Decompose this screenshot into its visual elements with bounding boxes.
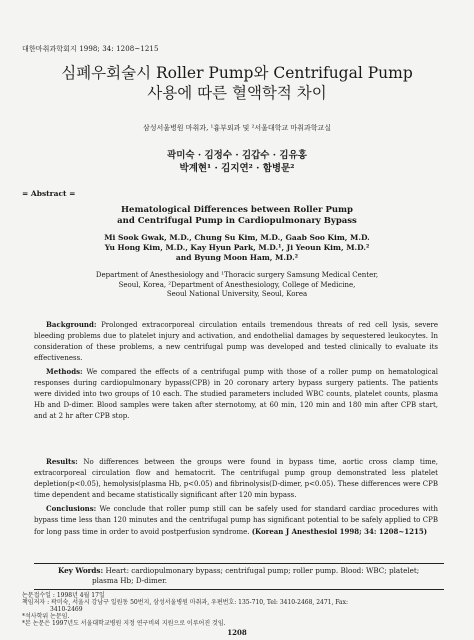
keywords-block bbox=[58, 566, 444, 586]
footnote-received: 논문접수일 : 1998년 4월 17일 bbox=[22, 592, 105, 599]
korean-authors-line-1: 곽미숙 · 김정수 · 김갑수 · 김유홍 bbox=[167, 150, 307, 161]
journal-reference: (Korean J Anesthesiol 1998; 34: 1208~1215) bbox=[251, 527, 428, 536]
keywords-label: Key Words: bbox=[58, 566, 104, 575]
abstract-background bbox=[34, 319, 438, 364]
abstract-label: = Abstract = bbox=[22, 189, 76, 198]
abstract-methods bbox=[34, 366, 438, 422]
korean-title-line-2: 사용에 따른 혈액학적 차이 bbox=[147, 84, 327, 102]
keywords-bottom-divider bbox=[34, 589, 444, 590]
korean-affiliation: 삼성서울병원 마취과, ¹흉부외과 및 ²서울대학교 마취과학교실 bbox=[142, 124, 331, 132]
keywords-top-divider bbox=[34, 563, 444, 564]
english-title-line-1: Hematological Differences between Roller Pump bbox=[121, 205, 353, 215]
english-authors-line-3: and Byung Moon Ham, M.D.² bbox=[175, 253, 299, 262]
page-number: 1208 bbox=[227, 628, 247, 637]
methods-text: We compared the effects of a centrifugal pump with those of a roller pump on hematological responses during cardiopulmonary bypass(CPB) in 20 coronary artery bypass surgery patients. The patients were divided into two groups of 10 each. The studied parameters included WBC counts, platelet counts, plasma Hb and D-dimer. Blood samples were taken after sternotomy, at 60 min, 120 min and 180 min after CPB start, and at 2 hr after CPB stop. bbox=[34, 368, 438, 420]
keywords-line-2: plasma Hb; D-dimer. bbox=[92, 576, 168, 585]
results-text: No differences between the groups were found in bypass time, aortic cross clamp time, extracorporeal circulation flow and hematocrit. The centrifugal pump group demonstrated less platelet depletion(p<0.05), hemolysis(plasma Hb, p<0.05) and fibrinolysis(D-dimer, p<0.05). These differences were CPB time dependent and became statistically significant after 120 min bypass. bbox=[34, 458, 438, 499]
english-authors-line-1: Mi Sook Gwak, M.D., Chung Su Kim, M.D., Gaab Soo Kim, M.D. bbox=[104, 233, 370, 242]
conclusions-label: Conclusions: bbox=[46, 504, 97, 513]
footnote-funding: *본 논문은 1997년도 서울대학교병원 지정 연구비의 지원으로 이루어진 것임. bbox=[22, 620, 226, 627]
abstract-conclusions bbox=[34, 503, 438, 538]
english-title-line-2: and Centrifugal Pump in Cardiopulmonary Bypass bbox=[117, 216, 357, 226]
department-line-2: Seoul, Korea, ²Department of Anesthesiology, College of Medicine, bbox=[118, 281, 356, 289]
keywords-line-1: Heart: cardiopulmonary bypass; centrifugal pump; roller pump. Blood: WBC; platelet; bbox=[105, 566, 420, 575]
methods-label: Methods: bbox=[46, 367, 83, 376]
background-text: Prolonged extracorporeal circulation entails tremendous threats of red cell lysis, severe bleeding problems due to platelet injury and activation, and endothelial damages by sequestered leukocytes. In consideration of these problems, a new centrifugal pump was developed and tested clinically to evaluate its effectiveness. bbox=[34, 321, 438, 362]
results-label: Results: bbox=[46, 457, 78, 466]
footnote-thesis: *석사학위 논문임. bbox=[22, 613, 70, 620]
journal-citation: 대한마취과학회지 1998; 34: 1208~1215 bbox=[22, 45, 159, 53]
conclusions-text: We conclude that roller pump still can be safely used for standard cardiac procedures with bypass time less than 120 minutes and the centrifugal pump has significant potential to be safely applied to CPB for long pass time in order to avoid postperfusion syndrome. bbox=[34, 505, 438, 536]
department-line-1: Department of Anesthesiology and ¹Thoracic surgery Samsung Medical Center, bbox=[95, 271, 379, 279]
footnote-corresponding: 책임저자 : 곽미숙, 서울시 강남구 일원동 50번지, 삼성서울병원 마취과, 우편번호: 135-710, Tel: 3410-2468, 2471, Fax: bbox=[22, 599, 349, 606]
footnote-corresponding-cont: 3410-2469 bbox=[50, 606, 83, 613]
abstract-results bbox=[34, 456, 438, 501]
background-label: Background: bbox=[46, 320, 97, 329]
korean-title-line-1: 심폐우회술시 Roller Pump와 Centrifugal Pump bbox=[61, 64, 413, 82]
korean-authors-line-2: 박계현¹ · 김지연² · 함병문² bbox=[179, 163, 295, 174]
footnotes-block bbox=[22, 592, 452, 627]
department-line-3: Seoul National University, Seoul, Korea bbox=[166, 290, 308, 298]
english-authors-line-2: Yu Hong Kim, M.D., Kay Hyun Park, M.D.¹, Ji Yeoun Kim, M.D.² bbox=[104, 243, 370, 252]
